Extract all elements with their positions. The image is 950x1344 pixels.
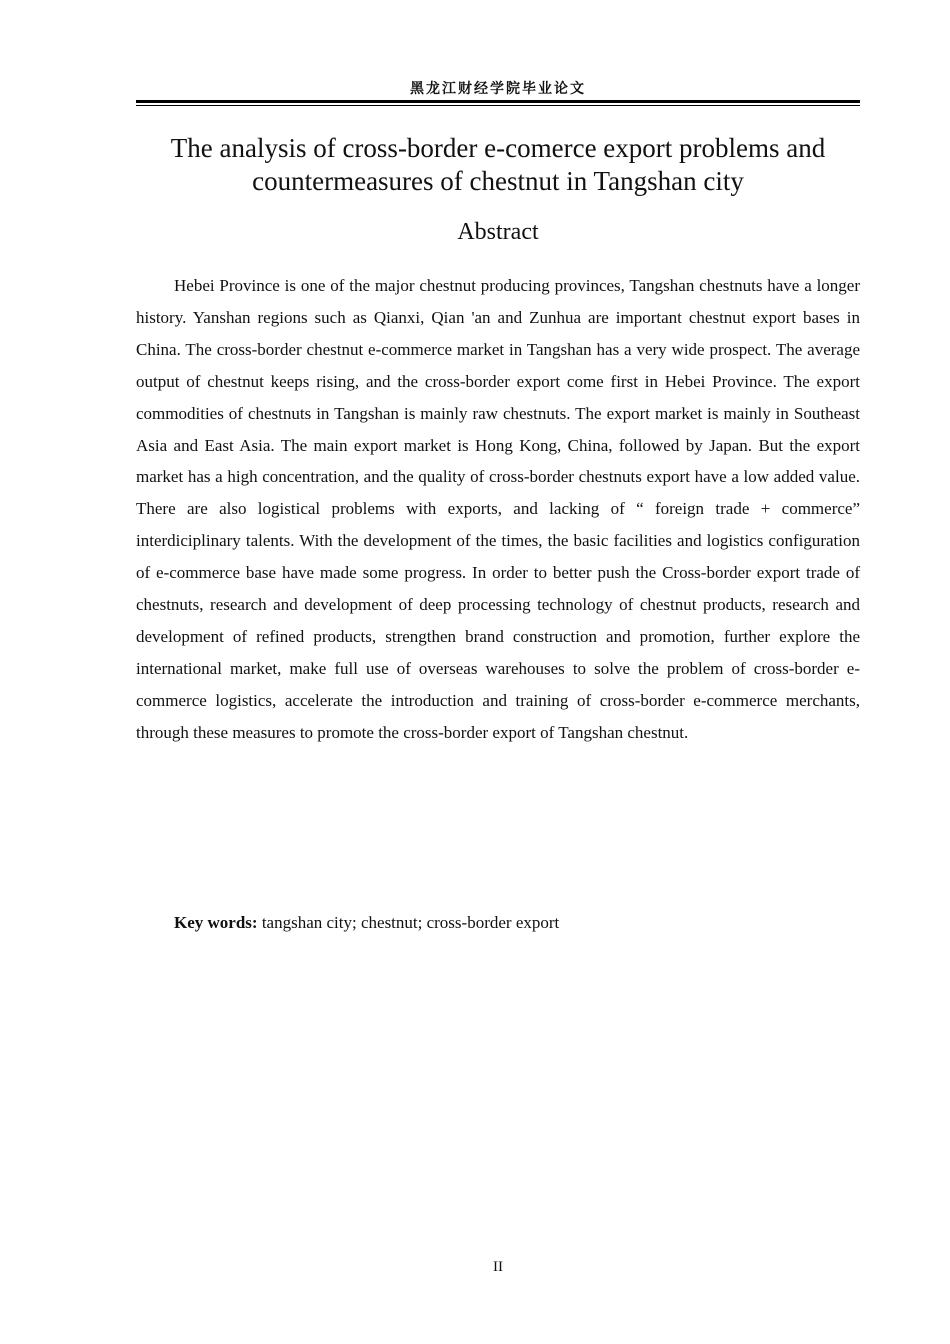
- running-header: 黑龙江财经学院毕业论文: [410, 81, 586, 97]
- paper-title: The analysis of cross-border e-comerce export problems and countermeasures of chestnut in Tangshan city: [170, 133, 826, 196]
- keywords-line: [136, 908, 860, 938]
- keywords-label: Key words:: [174, 913, 258, 932]
- abstract-body: Hebei Province is one of the major chestnut producing provinces, Tangshan chestnuts have a longer history. Yanshan regions such as Qianxi, Qian 'an and Zunhua are important chestnut export bases in China. The cross-border chestnut e-commerce market in Tangshan has a very wide prospect. The average output of chestnut keeps rising, and the cross-border export come first in Hebei Province. The export commodities of chestnuts in Tangshan is mainly raw chestnuts. The export market is mainly in Southeast Asia and East Asia. The main export market is Hong Kong, China, followed by Japan. But the export market has a high concentration, and the quality of cross-border chestnuts export have a low added value. There are also logistical problems with exports, and lacking of “ foreign trade + commerce” interdiciplinary talents. With the development of the times, the basic facilities and logistics configuration of e-commerce base have made some progress. In order to better push the Cross-border export trade of chestnuts, research and development of deep processing technology of chestnut products, research and development of refined products, strengthen brand construction and promotion, further explore the international market, make full use of overseas warehouses to solve the problem of cross-border e-commerce logistics, accelerate the introduction and training of cross-border e-commerce merchants, through these measures to promote the cross-border export of Tangshan chestnut.: [136, 276, 860, 742]
- header-rule-thin: [136, 105, 860, 106]
- abstract-heading: Abstract: [457, 219, 539, 245]
- header-rule-thick: [136, 100, 860, 103]
- keywords-text: tangshan city; chestnut; cross-border export: [257, 913, 560, 932]
- page-number: II: [493, 1259, 503, 1275]
